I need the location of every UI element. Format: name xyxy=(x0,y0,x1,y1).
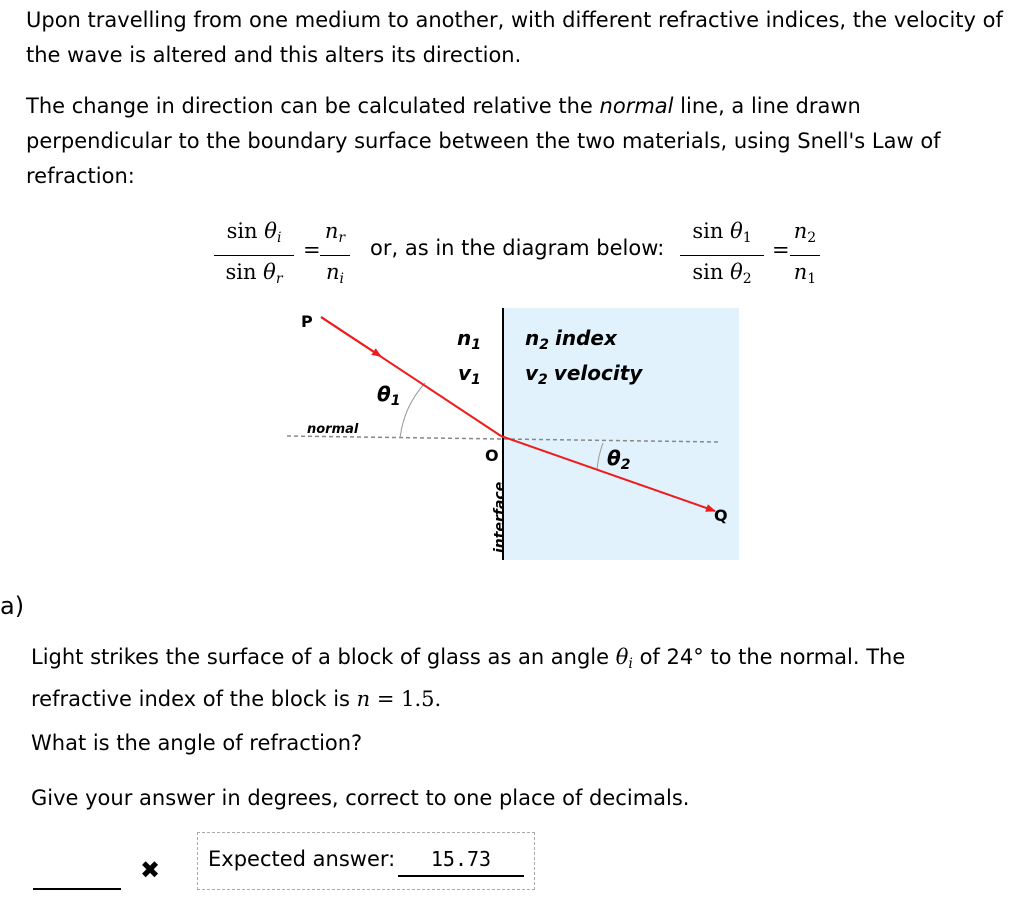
subscript-2: 2 xyxy=(742,271,752,287)
label-o: O xyxy=(485,446,499,465)
refraction-diagram xyxy=(285,305,745,563)
label-n2-index: $n_2$ index xyxy=(525,326,617,353)
subscript-1: 1 xyxy=(807,271,817,287)
incorrect-icon: ✖ xyxy=(140,856,161,884)
expected-answer-value: 15.73 xyxy=(398,847,524,877)
subscript-r: r xyxy=(275,271,283,287)
question-text xyxy=(31,640,1011,717)
subscript-1: 1 xyxy=(742,230,752,246)
label-v2-velocity: $v_2$ velocity xyxy=(525,361,643,388)
theta-1-arc xyxy=(400,383,425,438)
expected-answer-box xyxy=(197,832,535,890)
label-n1: $n_1$ xyxy=(457,326,481,353)
equals-sign-1: = xyxy=(303,238,321,262)
subscript-i: i xyxy=(276,230,282,246)
label-v1: $v_1$ xyxy=(458,361,481,388)
label-q: Q xyxy=(714,506,728,525)
subscript-i: i xyxy=(339,271,344,287)
question-text-middle: of 24° to the normal. The refractive index of the block is xyxy=(31,645,906,711)
index-ratio-fraction-2 xyxy=(790,218,820,292)
theta-symbol: θ xyxy=(263,260,276,284)
intro-p2-start: The change in direction can be calculated relative the xyxy=(26,94,600,118)
question-label: a) xyxy=(0,592,25,620)
index-ratio-fraction-1 xyxy=(320,218,350,292)
equals-sign-2: = xyxy=(772,238,790,262)
n-variable: n xyxy=(356,687,371,711)
subscript-i: i xyxy=(628,656,633,672)
theta-symbol: θ xyxy=(730,219,743,243)
expected-answer-label: Expected answer: xyxy=(208,847,396,871)
n-symbol: n xyxy=(793,260,808,284)
question-text-start: Light strikes the surface of a block of glass as an angle xyxy=(31,645,616,669)
label-interface: interface xyxy=(492,481,508,553)
theta-symbol: θ xyxy=(264,219,277,243)
question-prompt: What is the angle of refraction? xyxy=(31,731,363,755)
label-normal: normal xyxy=(307,422,359,437)
answer-input[interactable] xyxy=(33,888,121,890)
sin-ratio-fraction-2 xyxy=(680,218,764,292)
intro-paragraph-2 xyxy=(26,89,1011,194)
n-symbol: n xyxy=(793,219,808,243)
intro-paragraph-1: Upon travelling from one medium to another, with different refractive indices, the velocity of the wave is altered and this alters its direction. xyxy=(26,8,1003,67)
n-symbol: n xyxy=(325,260,340,284)
theta-symbol: θ xyxy=(615,645,629,669)
n-value: = 1.5. xyxy=(370,687,442,711)
formula-connector-text: or, as in the diagram below: xyxy=(370,236,665,260)
sin-text: sin xyxy=(225,260,257,284)
intro-p2-end: line, a line drawn perpendicular to the boundary surface between the two materials, using Snell's Law of refraction: xyxy=(26,94,941,188)
incident-ray-arrow xyxy=(321,317,381,357)
subscript-2: 2 xyxy=(807,230,817,246)
label-p: P xyxy=(301,312,313,331)
subscript-r: r xyxy=(338,230,346,246)
sin-text: sin xyxy=(692,260,724,284)
label-theta-1: $\theta_1$ xyxy=(377,382,401,409)
sin-ratio-fraction-1 xyxy=(214,218,294,292)
question-instruction: Give your answer in degrees, correct to one place of decimals. xyxy=(31,786,690,810)
theta-symbol: θ xyxy=(730,260,743,284)
sin-text: sin xyxy=(692,219,724,243)
sin-text: sin xyxy=(226,219,258,243)
n-symbol: n xyxy=(324,219,339,243)
label-theta-2: $\theta_2$ xyxy=(607,446,631,473)
intro-p2-normal-term: normal xyxy=(599,94,674,118)
